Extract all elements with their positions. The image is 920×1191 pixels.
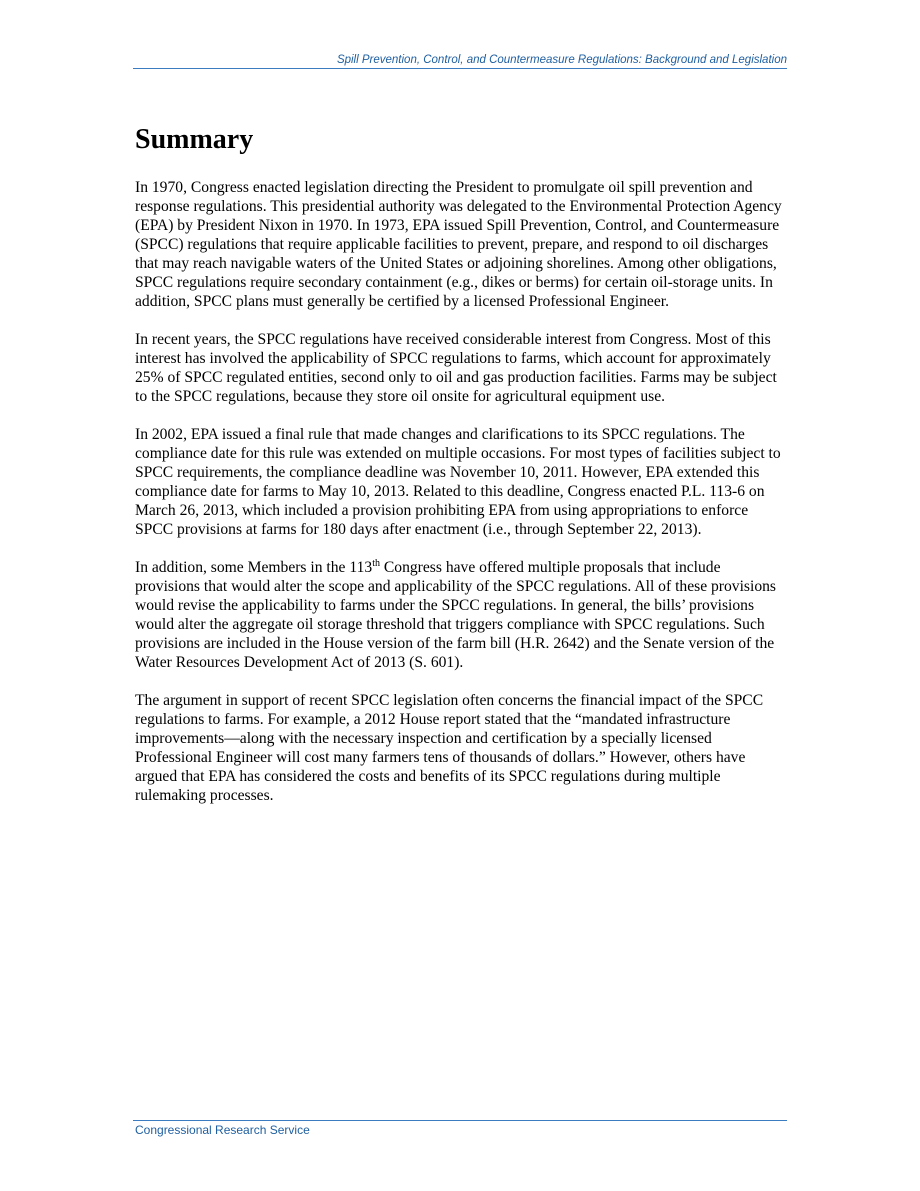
paragraph-1: In 1970, Congress enacted legislation directing the President to promulgate oil spill prevention and response regulations. This presidential authority was delegated to the Environmental Protection Agency (EPA) by President Nixon in 1970. In 1973, EPA issued Spill Prevention, Control, and Countermeasure (SPCC) regulations that require applicable facilities to prevent, prepare, and respond to oil discharges that may reach navigable waters of the United States or adjoining shorelines. Among other obligations, SPCC regulations require secondary containment (e.g., dikes or berms) for certain oil-storage units. In addition, SPCC plans must generally be certified by a licensed Professional Engineer.: [135, 179, 782, 310]
ordinal-suffix: th: [372, 558, 380, 569]
header-divider: [133, 68, 787, 69]
paragraph-4-rest: Congress have offered multiple proposals that include provisions that would alter the scope and applicability of the SPCC regulations. All of these provisions would revise the applicability to farms under the SPCC regulations. In general, the bills’ provisions would alter the aggregate oil storage threshold that triggers compliance with SPCC regulations. Such provisions are included in the House version of the farm bill (H.R. 2642) and the Senate version of the Water Resources Development Act of 2013 (S. 601).: [135, 559, 776, 671]
paragraph-2: In recent years, the SPCC regulations have received considerable interest from Congress. Most of this interest has involved the applicability of SPCC regulations to farms, which account for approximately 25% of SPCC regulated entities, second only to oil and gas production facilities. Farms may be subject to the SPCC regulations, because they store oil onsite for agricultural equipment use.: [135, 331, 777, 405]
paragraph-4: [135, 558, 787, 672]
footer-organization: Congressional Research Service: [135, 1123, 310, 1137]
summary-body: [135, 178, 787, 824]
page-title: Summary: [135, 124, 254, 155]
paragraph-5: The argument in support of recent SPCC legislation often concerns the financial impact of the SPCC regulations to farms. For example, a 2012 House report stated that the “mandated infrastructure improvements—along with the necessary inspection and certification by a specially licensed Professional Engineer will cost many farmers tens of thousands of dollars.” However, others have argued that EPA has considered the costs and benefits of its SPCC regulations during multiple rulemaking processes.: [135, 692, 764, 804]
footer-divider: [133, 1120, 787, 1121]
running-header: Spill Prevention, Control, and Countermeasure Regulations: Background and Legislation: [336, 54, 787, 66]
paragraph-4-lead: In addition, some Members in the 113: [135, 559, 373, 576]
paragraph-3: In 2002, EPA issued a final rule that made changes and clarifications to its SPCC regulations. The compliance date for this rule was extended on multiple occasions. For most types of facilities subject to SPCC requirements, the compliance deadline was November 10, 2011. However, EPA extended this compliance date for farms to May 10, 2013. Related to this deadline, Congress enacted P.L. 113-6 on March 26, 2013, which included a provision prohibiting EPA from using appropriations to enforce SPCC provisions at farms for 180 days after enactment (i.e., through September 22, 2013).: [135, 426, 781, 538]
